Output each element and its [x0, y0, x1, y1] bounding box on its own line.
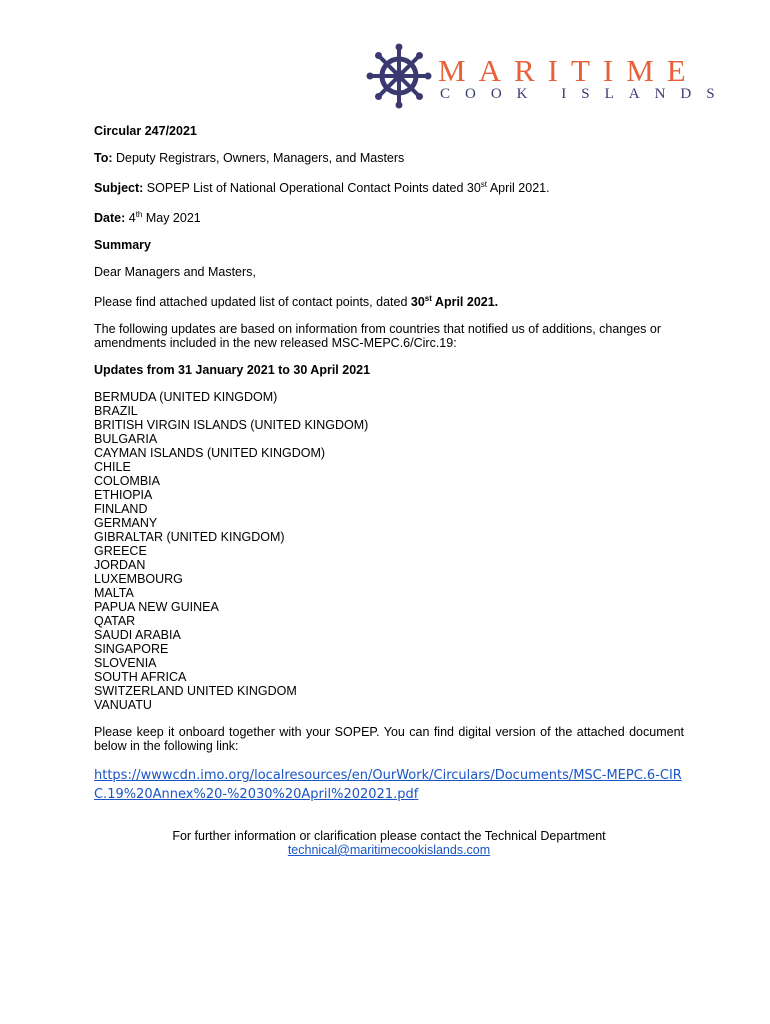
date-text: 4: [125, 211, 136, 226]
to-text: Deputy Registrars, Owners, Managers, and Masters: [112, 151, 405, 165]
list-item: SLOVENIA: [94, 656, 157, 671]
list-item: FINLAND: [94, 502, 148, 517]
to-line: [94, 151, 684, 165]
subject-text-after: April 2021.: [487, 181, 550, 196]
list-item: SOUTH AFRICA: [94, 670, 187, 685]
intro-bold-num: 30: [410, 295, 425, 310]
subject-label: Subject:: [94, 181, 144, 196]
logo-subtitle-text: COOK ISLANDS: [440, 86, 730, 102]
footer: [94, 829, 684, 857]
date-line: [94, 208, 684, 225]
subject-sup: st: [480, 180, 488, 189]
list-item: SAUDI ARABIA: [94, 628, 181, 643]
updates-paragraph: The following updates are based on information from countries that notified us of additions, changes or amendments included in the new released MSC-MEPC.6/Circ.19:: [94, 322, 662, 351]
updates-heading: Updates from 31 January 2021 to 30 April 2021: [94, 363, 371, 378]
date-text-after: May 2021: [142, 211, 201, 226]
subject-line: [94, 178, 684, 195]
list-item: SWITZERLAND UNITED KINGDOM: [94, 684, 297, 699]
list-item: GREECE: [94, 544, 147, 559]
country-list: [94, 390, 684, 712]
technical-email-link[interactable]: technical@maritimecookislands.com: [287, 843, 491, 857]
list-item: JORDAN: [94, 558, 146, 573]
to-label: To:: [94, 151, 113, 165]
intro-bold-sup: st: [424, 294, 432, 304]
greeting: Dear Managers and Masters,: [94, 265, 256, 280]
list-item: ETHIOPIA: [94, 488, 153, 503]
list-item: PAPUA NEW GUINEA: [94, 600, 219, 615]
list-item: BERMUDA (UNITED KINGDOM): [94, 390, 278, 405]
intro-text: Please find attached updated list of contact points, dated: [94, 295, 411, 310]
footer-text: For further information or clarification please contact the Technical Department: [172, 829, 606, 843]
imo-document-link[interactable]: https://wwwcdn.imo.org/localresources/en/OurWork/Circulars/Documents/MSC-MEPC.6-CIRC.19%20Annex%20-%2030%20April%202021.pdf: [94, 768, 682, 803]
ship-wheel-icon: [366, 43, 432, 109]
date-sup: th: [135, 210, 143, 220]
keep-onboard-paragraph: Please keep it onboard together with your SOPEP. You can find digital version of the attached document below in the following link:: [94, 725, 684, 754]
list-item: LUXEMBOURG: [94, 572, 183, 587]
list-item: QATAR: [94, 614, 136, 629]
list-item: CAYMAN ISLANDS (UNITED KINGDOM): [94, 446, 326, 461]
intro-bold-after: April 2021.: [431, 295, 499, 310]
list-item: BRAZIL: [94, 404, 138, 419]
list-item: GERMANY: [94, 516, 158, 531]
document-body: [94, 124, 684, 804]
subject-text: SOPEP List of National Operational Contact Points dated 30: [143, 181, 481, 196]
list-item: MALTA: [94, 586, 134, 601]
logo-brand-text: MARITIME: [438, 53, 699, 88]
list-item: COLOMBIA: [94, 474, 160, 489]
list-item: CHILE: [94, 460, 131, 475]
summary-heading: Summary: [94, 238, 151, 253]
intro-line: [94, 292, 684, 309]
list-item: GIBRALTAR (UNITED KINGDOM): [94, 530, 285, 545]
list-item: SINGAPORE: [94, 642, 169, 657]
list-item: BULGARIA: [94, 432, 158, 447]
date-label: Date:: [94, 211, 126, 226]
list-item: BRITISH VIRGIN ISLANDS (UNITED KINGDOM): [94, 418, 369, 433]
maritime-logo: [366, 43, 730, 113]
circular-number: Circular 247/2021: [94, 124, 197, 138]
list-item: VANUATU: [94, 698, 152, 713]
